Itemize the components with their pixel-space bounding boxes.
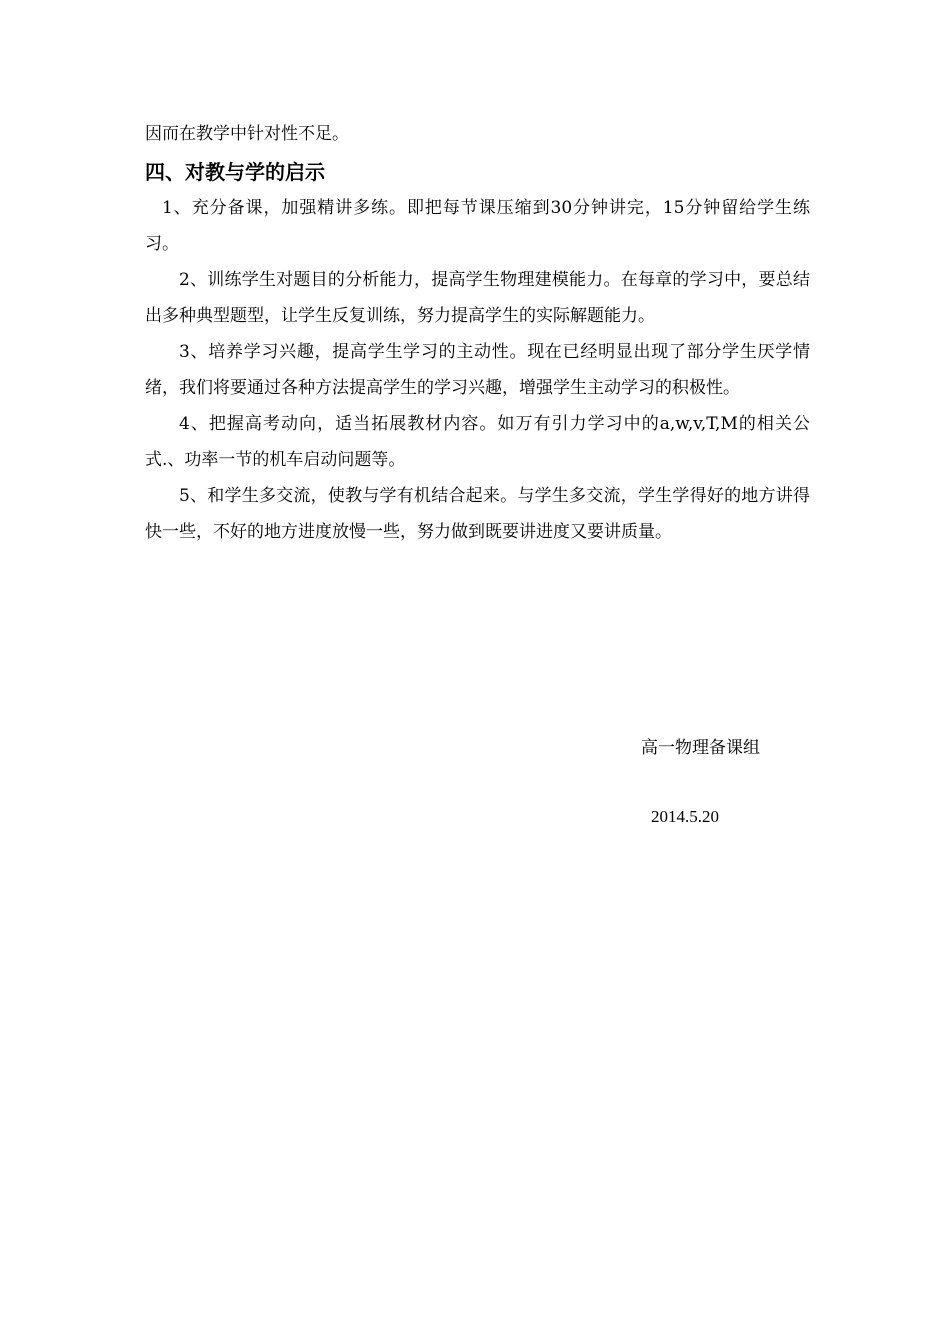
list-item-3: 3、培养学习兴趣，提高学生学习的主动性。现在已经明显出现了部分学生厌学情绪，我们将要通过各种方法提高学生的学习兴趣，增强学生主动学习的积极性。 <box>145 342 810 398</box>
section-heading: 四、对教与学的启示 <box>145 160 325 184</box>
list-item-4: 4、把握高考动向，适当拓展教材内容。如万有引力学习中的a,w,v,T,M的相关公式.、功率一节的机车启动问题等。 <box>145 414 810 470</box>
date: 2014.5.20 <box>651 807 719 826</box>
list-item-5: 5、和学生多交流，使教与学有机结合起来。与学生多交流，学生学得好的地方讲得快一些，不好的地方进度放慢一些，努力做到既要讲进度又要讲质量。 <box>145 486 810 542</box>
list-item-1: 1、充分备课，加强精讲多练。即把每节课压缩到30分钟讲完，15分钟留给学生练习。 <box>145 198 810 254</box>
continuation-text: 因而在教学中针对性不足。 <box>145 124 349 144</box>
list-item-2: 2、训练学生对题目的分析能力，提高学生物理建模能力。在每章的学习中，要总结出多种典型题型，让学生反复训练，努力提高学生的实际解题能力。 <box>145 270 810 326</box>
document-body <box>145 116 810 550</box>
signature: 高一物理备课组 <box>641 738 760 758</box>
